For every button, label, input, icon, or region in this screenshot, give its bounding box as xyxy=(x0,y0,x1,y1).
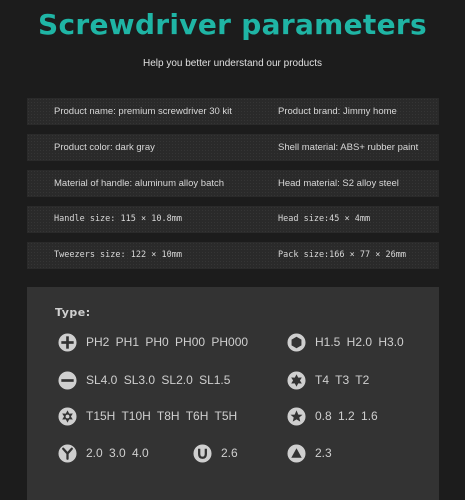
page-subtitle: Help you better understand our products xyxy=(143,58,322,69)
bit-type-torx xyxy=(287,369,369,391)
param-row xyxy=(27,134,439,161)
bit-type-u-shape xyxy=(193,442,238,464)
tri-wing-icon xyxy=(58,444,77,463)
bit-type-row xyxy=(27,369,439,391)
bit-type-row xyxy=(27,442,439,464)
param-product-color: Product color: dark gray xyxy=(54,142,155,153)
bit-values: PH2 PH1 PH0 PH00 PH000 xyxy=(86,335,249,349)
bit-type-triangle xyxy=(287,442,332,464)
param-shell-material: Shell material: ABS+ rubber paint xyxy=(278,142,419,153)
bit-values: H1.5 H2.0 H3.0 xyxy=(315,335,404,349)
slotted-icon xyxy=(58,371,77,390)
page-title: Screwdriver parameters xyxy=(38,8,427,41)
torx-security-icon xyxy=(58,407,77,426)
torx-icon xyxy=(287,371,306,390)
param-product-name: Product name: premium screwdriver 30 kit xyxy=(54,106,232,117)
param-pack-size: Pack size:166 × 77 × 26mm xyxy=(278,250,406,260)
bit-type-phillips xyxy=(58,331,248,353)
bit-values: 2.3 xyxy=(315,446,332,460)
param-row xyxy=(27,206,439,233)
u-shape-icon xyxy=(193,444,212,463)
bit-type-pentalobe xyxy=(287,405,378,427)
bit-values: 2.0 3.0 4.0 xyxy=(86,446,149,460)
param-head-size: Head size:45 × 4mm xyxy=(278,214,371,224)
bit-type-row xyxy=(27,405,439,427)
pentalobe-icon xyxy=(287,407,306,426)
bit-values: SL4.0 SL3.0 SL2.0 SL1.5 xyxy=(86,373,231,387)
param-handle-material: Material of handle: aluminum alloy batch xyxy=(54,178,225,189)
triangle-icon xyxy=(287,444,306,463)
hex-icon xyxy=(287,333,306,352)
param-row xyxy=(27,170,439,197)
param-head-material: Head material: S2 alloy steel xyxy=(278,178,399,189)
phillips-icon xyxy=(58,333,77,352)
param-row xyxy=(27,242,439,269)
bit-values: 0.8 1.2 1.6 xyxy=(315,409,378,423)
bit-type-tri-wing xyxy=(58,442,149,464)
param-handle-size: Handle size: 115 × 10.8mm xyxy=(54,214,182,224)
param-row xyxy=(27,98,439,125)
bit-values: T15H T10H T8H T6H T5H xyxy=(86,409,238,423)
bit-type-slotted xyxy=(58,369,230,391)
parameter-list xyxy=(27,98,439,278)
bit-values: T4 T3 T2 xyxy=(315,373,370,387)
bit-values: 2.6 xyxy=(221,446,238,460)
param-product-brand: Product brand: Jimmy home xyxy=(278,106,397,117)
bit-type-hex xyxy=(287,331,404,353)
bit-type-torx-security xyxy=(58,405,237,427)
types-label: Type: xyxy=(55,306,91,319)
bit-type-row xyxy=(27,331,439,353)
bit-types-panel xyxy=(27,287,439,500)
param-tweezers-size: Tweezers size: 122 × 10mm xyxy=(54,250,182,260)
